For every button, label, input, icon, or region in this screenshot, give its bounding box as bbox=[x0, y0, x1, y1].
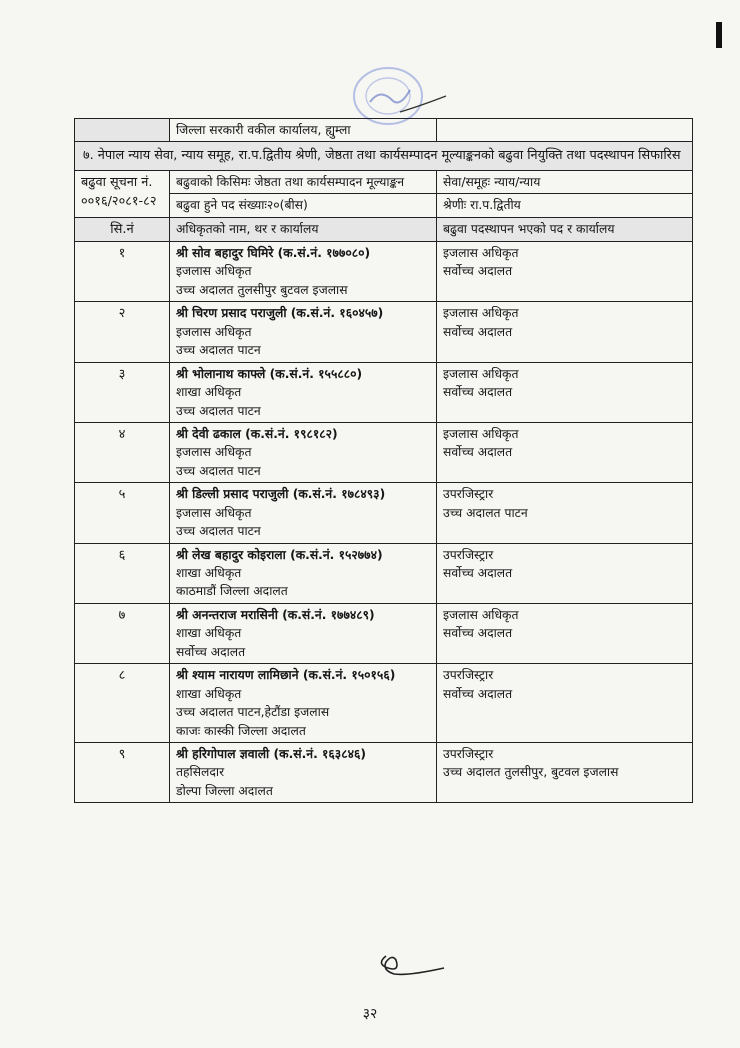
officer-cell bbox=[170, 543, 437, 603]
officer-detail: उच्च अदालत पाटन,हेटौंडा इजलास bbox=[176, 705, 330, 720]
grade: श्रेणीः रा.प.द्वितीय bbox=[437, 194, 693, 217]
officer-cell bbox=[170, 242, 437, 302]
table-row bbox=[75, 422, 693, 482]
posting-detail: सर्वोच्च अदालत bbox=[443, 324, 513, 339]
table-row bbox=[75, 543, 693, 603]
officer-cell bbox=[170, 362, 437, 422]
posting-detail: उपरजिस्ट्रार bbox=[443, 746, 494, 761]
officer-cell bbox=[170, 664, 437, 743]
officer-detail: शाखा अधिकृत bbox=[176, 385, 242, 400]
officer-name: श्री भोलानाथ काफ्ले (क.सं.नं. १५५८८०) bbox=[176, 366, 363, 381]
officer-detail: सर्वोच्च अदालत bbox=[176, 644, 246, 659]
officer-name: श्री सोव बहादुर घिमिरे (क.सं.नं. १७७०८०) bbox=[176, 246, 371, 260]
section-title: ७. नेपाल न्याय सेवा, न्याय समूह, रा.प.द्वितीय श्रेणी, जेष्ठता तथा कार्यसम्पादन मूल्याङ्कनको बढुवा नियुक्ति तथा पदस्थापन सिफारिस bbox=[75, 142, 693, 170]
serial-number: ३ bbox=[75, 362, 170, 422]
office-header: जिल्ला सरकारी वकील कार्यालय, ह्युम्ला bbox=[170, 119, 437, 142]
officer-detail: इजलास अधिकृत bbox=[176, 324, 252, 339]
officer-detail: इजलास अधिकृत bbox=[176, 505, 252, 520]
officer-detail: तहसिलदार bbox=[176, 765, 225, 780]
officer-name: श्री डिल्ली प्रसाद पराजुली (क.सं.नं. १७८४९३) bbox=[176, 487, 386, 502]
posting-cell bbox=[437, 543, 693, 603]
column-header-name: अधिकृतको नाम, थर र कार्यालय bbox=[170, 217, 437, 242]
promotion-table bbox=[74, 118, 693, 803]
officer-detail: इजलास अधिकृत bbox=[176, 264, 252, 279]
officer-cell bbox=[170, 742, 437, 802]
service-group: सेवा/समूहः न्याय/न्याय bbox=[437, 170, 693, 193]
officer-detail: शाखा अधिकृत bbox=[176, 626, 242, 641]
officer-name: श्री अनन्तराज मरासिनी (क.सं.नं. १७७४८९) bbox=[176, 607, 375, 622]
posting-detail: सर्वोच्च अदालत bbox=[443, 264, 513, 279]
officer-cell bbox=[170, 483, 437, 543]
serial-number: ४ bbox=[75, 422, 170, 482]
post-count: बढुवा हुने पद संख्याः२०(बीस) bbox=[170, 194, 437, 217]
posting-cell bbox=[437, 242, 693, 302]
posting-detail: उच्च अदालत पाटन bbox=[443, 505, 528, 520]
officer-detail: उच्च अदालत पाटन bbox=[176, 403, 261, 418]
officer-cell bbox=[170, 302, 437, 362]
officer-cell bbox=[170, 422, 437, 482]
officer-detail: उच्च अदालत पाटन bbox=[176, 524, 261, 539]
posting-detail: उपरजिस्ट्रार bbox=[443, 547, 494, 562]
table-row bbox=[75, 483, 693, 543]
serial-number: ७ bbox=[75, 603, 170, 663]
posting-cell bbox=[437, 483, 693, 543]
section-title-row bbox=[75, 142, 693, 170]
posting-detail: सर्वोच्च अदालत bbox=[443, 566, 513, 580]
serial-number: ९ bbox=[75, 742, 170, 802]
serial-number: ८ bbox=[75, 664, 170, 743]
meta-row-1 bbox=[75, 170, 693, 193]
posting-cell bbox=[437, 742, 693, 802]
posting-detail: उपरजिस्ट्रार bbox=[443, 668, 494, 683]
officer-detail: शाखा अधिकृत bbox=[176, 686, 242, 701]
column-header-row bbox=[75, 217, 693, 242]
officer-detail: काजः कास्की जिल्ला अदालत bbox=[176, 723, 306, 738]
notice-number: बढुवा सूचना नं. ००१६/२०८१-८२ bbox=[75, 170, 170, 217]
posting-detail: सर्वोच्च अदालत bbox=[443, 445, 513, 460]
posting-detail: उपरजिस्ट्रार bbox=[443, 487, 494, 502]
page-number: ३२ bbox=[362, 1006, 378, 1022]
officer-name: श्री लेख बहादुर कोइराला (क.सं.नं. १५२७७४) bbox=[176, 547, 383, 562]
posting-cell bbox=[437, 664, 693, 743]
posting-detail: उच्च अदालत तुलसीपुर, बुटवल इजलास bbox=[443, 765, 619, 780]
table-row bbox=[75, 302, 693, 362]
officer-detail: शाखा अधिकृत bbox=[176, 566, 242, 580]
serial-number: ६ bbox=[75, 543, 170, 603]
serial-number: ५ bbox=[75, 483, 170, 543]
officer-detail: उच्च अदालत तुलसीपुर बुटवल इजलास bbox=[176, 282, 348, 297]
table-row bbox=[75, 242, 693, 302]
officer-detail: उच्च अदालत पाटन bbox=[176, 343, 261, 358]
signature bbox=[370, 948, 450, 982]
promotion-type: बढुवाको किसिमः जेष्ठता तथा कार्यसम्पादन मूल्याङ्कन bbox=[170, 170, 437, 193]
posting-cell bbox=[437, 302, 693, 362]
table-row bbox=[75, 603, 693, 663]
officer-name: श्री श्याम नारायण लामिछाने (क.सं.नं. १५०१५६) bbox=[176, 668, 396, 683]
posting-detail: सर्वोच्च अदालत bbox=[443, 626, 513, 641]
officer-name: श्री हरिगोपाल ज्ञवाली (क.सं.नं. १६३८४६) bbox=[176, 746, 367, 761]
edge-mark bbox=[716, 22, 722, 48]
officer-detail: इजलास अधिकृत bbox=[176, 445, 252, 460]
posting-detail: सर्वोच्च अदालत bbox=[443, 686, 513, 701]
serial-number: २ bbox=[75, 302, 170, 362]
officer-detail: काठमाडौं जिल्ला अदालत bbox=[176, 584, 288, 599]
header-empty-cell bbox=[437, 119, 693, 142]
table-row bbox=[75, 362, 693, 422]
posting-detail: इजलास अधिकृत bbox=[443, 607, 519, 622]
posting-detail: सर्वोच्च अदालत bbox=[443, 385, 513, 400]
posting-cell bbox=[437, 422, 693, 482]
header-blank-cell bbox=[75, 119, 170, 142]
posting-detail: इजलास अधिकृत bbox=[443, 366, 519, 381]
officer-cell bbox=[170, 603, 437, 663]
table-row bbox=[75, 664, 693, 743]
office-header-row bbox=[75, 119, 693, 142]
posting-detail: इजलास अधिकृत bbox=[443, 306, 519, 321]
posting-cell bbox=[437, 603, 693, 663]
posting-cell bbox=[437, 362, 693, 422]
officer-detail: डोल्पा जिल्ला अदालत bbox=[176, 783, 273, 798]
officer-detail: उच्च अदालत पाटन bbox=[176, 463, 261, 478]
officer-name: श्री देवी ढकाल (क.सं.नं. १९८१८२) bbox=[176, 426, 338, 441]
posting-detail: इजलास अधिकृत bbox=[443, 426, 519, 441]
posting-detail: इजलास अधिकृत bbox=[443, 246, 519, 260]
column-header-sn: सि.नं bbox=[75, 217, 170, 242]
table-row bbox=[75, 742, 693, 802]
column-header-posting: बढुवा पदस्थापन भएको पद र कार्यालय bbox=[437, 217, 693, 242]
serial-number: १ bbox=[75, 242, 170, 302]
officer-name: श्री चिरण प्रसाद पराजुली (क.सं.नं. १६०४५७) bbox=[176, 306, 384, 321]
